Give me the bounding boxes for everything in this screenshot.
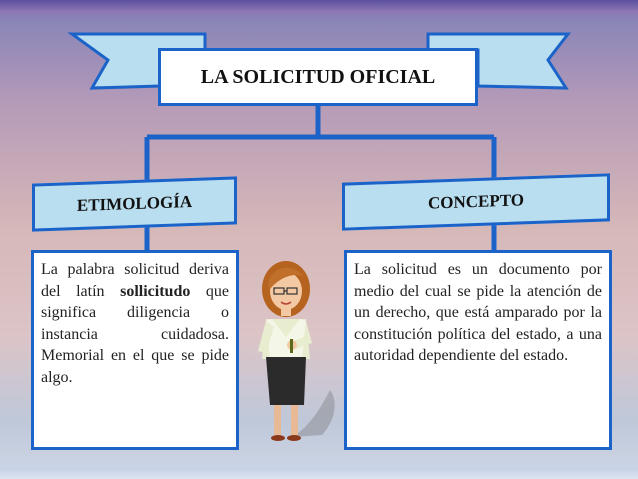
heading-concepto-label: CONCEPTO [427,190,525,213]
etimologia-text-start: La palabra solicitud deriva del latín [41,261,229,300]
heading-etimologia [32,176,237,231]
heading-concepto [342,173,610,230]
title-box [158,48,478,106]
heading-etimologia-label: ETIMOLOGÍA [76,191,193,216]
page-title: LA SOLICITUD OFICIAL [200,65,436,88]
etimologia-text-end: que significa diligencia o instancia cuidadosa. Memorial en el que se pide algo. [41,282,230,386]
etimologia-text-box [31,250,239,450]
concepto-text-box [344,250,612,450]
concepto-text: La solicitud es un documento por medio del cual se pide la atención de un derecho, que está amparado por la constitución política del estado, a una autoridad dependiente del estado. [354,261,602,364]
woman-presenter-icon [252,255,347,447]
etimologia-latin-word: sollicitudo [120,282,191,300]
